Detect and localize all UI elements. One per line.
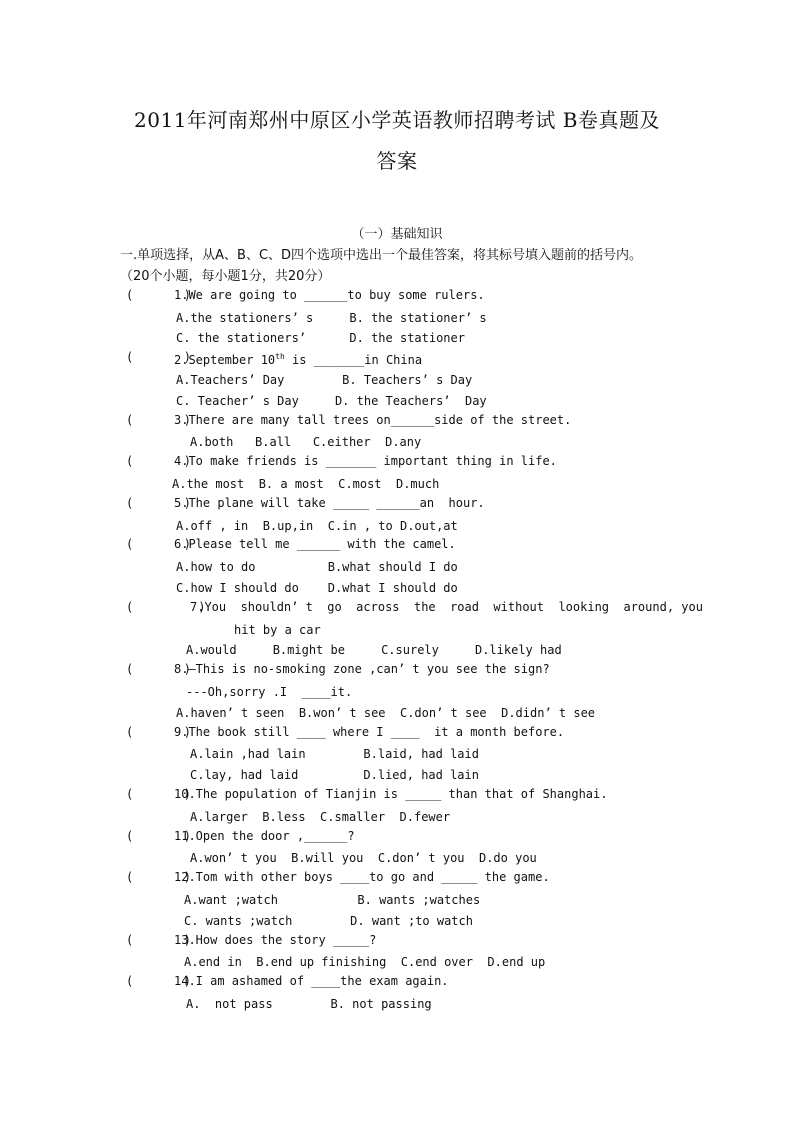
question-8-reply: ---Oh,sorry .I ____it. xyxy=(186,685,353,699)
question-6-options-cd: C.how I should do D.what I should do xyxy=(176,581,458,595)
question-12-options-cd: C. wants ;watch D. want ;to watch xyxy=(184,914,473,928)
answer-bracket: ( ) xyxy=(126,725,192,739)
question-5: 5.The plane will take _____ ______an hour. xyxy=(174,496,485,510)
question-1: 1.We are going to ______to buy some rulers. xyxy=(174,288,485,302)
answer-bracket: ( ) xyxy=(126,537,192,551)
answer-bracket: ( ) xyxy=(126,496,192,510)
question-1-options-ab: A.the stationers’ s B. the stationer’ s xyxy=(176,311,487,325)
question-11-options: A.won’ t you B.will you C.don’ t you D.do you xyxy=(190,851,537,865)
question-1-options-cd: C. the stationers’ D. the stationer xyxy=(176,331,465,345)
answer-bracket: ( ) xyxy=(126,288,192,302)
question-12-options-ab: A.want ;watch B. wants ;watches xyxy=(184,893,481,907)
question-10-options: A.larger B.less C.smaller D.fewer xyxy=(190,810,451,824)
question-2-options-cd: C. Teacher’ s Day D. the Teachers’ Day xyxy=(176,394,487,408)
question-5-options: A.off , in B.up,in C.in , to D.out,at xyxy=(176,519,458,533)
answer-bracket: ( ) xyxy=(126,787,192,801)
instructions-line1: 一.单项选择，从A、B、C、D四个选项中选出一个最佳答案，将其标号填入题前的括号内。 xyxy=(120,248,643,263)
answer-bracket: ( ) xyxy=(126,933,192,947)
question-4-options: A.the most B. a most C.most D.much xyxy=(172,477,440,491)
question-12: 12.Tom with other boys ____to go and _____ the game. xyxy=(174,870,550,884)
question-2 xyxy=(174,349,422,368)
document-title-line1: 2011年河南郑州中原区小学英语教师招聘考试 B卷真题及 xyxy=(134,108,660,132)
answer-bracket: ( ) xyxy=(126,600,206,614)
question-13: 13.How does the story _____? xyxy=(174,933,377,947)
question-6-options-ab: A.how to do B.what should I do xyxy=(176,560,458,574)
question-3: 3.There are many tall trees on______side of the street. xyxy=(174,413,572,427)
question-4: 4.To make friends is _______ important thing in life. xyxy=(174,454,557,468)
answer-bracket: ( ) xyxy=(126,870,192,884)
question-9: 9.The book still ____ where I ____ it a month before. xyxy=(174,725,565,739)
question-8: 8.—This is no-smoking zone ,can’ t you see the sign? xyxy=(174,662,550,676)
answer-bracket: ( ) xyxy=(126,974,192,988)
question-3-options: A.both B.all C.either D.any xyxy=(190,435,422,449)
instructions-line2: （20个小题，每小题1分，共20分） xyxy=(120,269,331,284)
question-10: 10.The population of Tianjin is _____ than that of Shanghai. xyxy=(174,787,608,801)
question-2-text-pre: 2.September 10 xyxy=(174,353,276,367)
question-2-options-ab: A.Teachers’ Day B. Teachers’ s Day xyxy=(176,373,473,387)
question-7-continuation: hit by a car xyxy=(234,623,321,637)
question-7: 7.You shouldn’ t go across the road without looking around, you xyxy=(190,600,703,614)
answer-bracket: ( ) xyxy=(126,829,192,843)
question-7-options: A.would B.might be C.surely D.likely had xyxy=(186,643,562,657)
question-9-options-ab: A.lain ,had lain B.laid, had laid xyxy=(190,747,479,761)
question-2-superscript: th xyxy=(275,352,285,361)
question-8-options: A.haven’ t seen B.won’ t see C.don’ t see D.didn’ t see xyxy=(176,706,596,720)
question-14: 14.I am ashamed of ____the exam again. xyxy=(174,974,449,988)
question-14-options: A. not pass B. not passing xyxy=(186,997,432,1011)
answer-bracket: ( ) xyxy=(126,662,192,676)
question-9-options-cd: C.lay, had laid D.lied, had lain xyxy=(190,768,479,782)
question-13-options: A.end in B.end up finishing C.end over D.end up xyxy=(184,955,546,969)
answer-bracket: ( ) xyxy=(126,454,192,468)
document-title-line2: 答案 xyxy=(376,149,418,173)
question-6: 6.Please tell me ______ with the camel. xyxy=(174,537,456,551)
answer-bracket: ( ) xyxy=(126,413,192,427)
answer-bracket: ( ) xyxy=(126,350,192,364)
question-11: 11.Open the door ,______? xyxy=(174,829,355,843)
question-2-text-post: is _______in China xyxy=(284,353,423,367)
section-title: （一）基础知识 xyxy=(351,227,443,242)
